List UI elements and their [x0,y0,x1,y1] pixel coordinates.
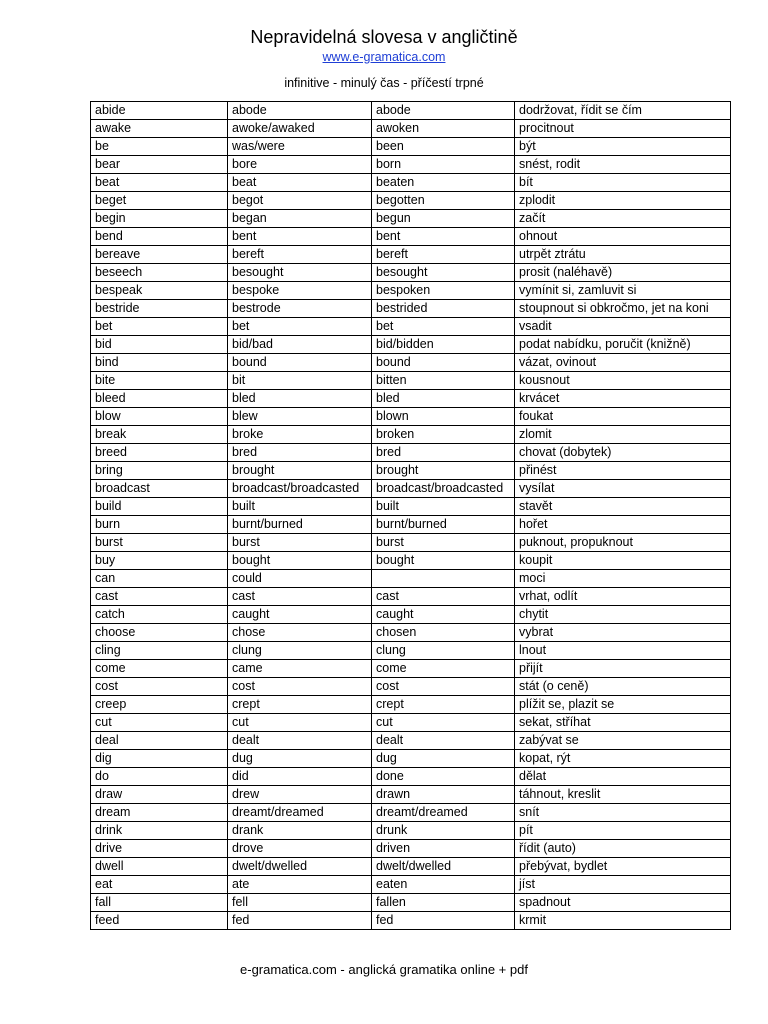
infinitive-cell: breed [91,444,228,462]
table-row [91,822,731,840]
translation-cell: vsadit [515,318,731,336]
past-tense-cell: ate [228,876,372,894]
past-tense-cell: dreamt/dreamed [228,804,372,822]
infinitive-cell: bind [91,354,228,372]
past-tense-cell: dwelt/dwelled [228,858,372,876]
past-tense-cell: burnt/burned [228,516,372,534]
translation-cell: stoupnout si obkročmo, jet na koni [515,300,731,318]
infinitive-cell: catch [91,606,228,624]
table-row [91,786,731,804]
past-tense-cell: bought [228,552,372,570]
infinitive-cell: buy [91,552,228,570]
infinitive-cell: creep [91,696,228,714]
translation-cell: stát (o ceně) [515,678,731,696]
table-row [91,390,731,408]
website-link[interactable]: www.e-gramatica.com [322,50,446,64]
page-title: Nepravidelná slovesa v angličtině [250,27,518,47]
past-tense-cell: bit [228,372,372,390]
past-participle-cell: begotten [372,192,515,210]
table-row [91,246,731,264]
translation-cell: začít [515,210,731,228]
infinitive-cell: beseech [91,264,228,282]
translation-cell: moci [515,570,731,588]
past-tense-cell: broadcast/broadcasted [228,480,372,498]
translation-cell: vysílat [515,480,731,498]
translation-cell: vázat, ovinout [515,354,731,372]
translation-cell: spadnout [515,894,731,912]
past-tense-cell: bred [228,444,372,462]
translation-cell: kopat, rýt [515,750,731,768]
infinitive-cell: beget [91,192,228,210]
past-participle-cell: awoken [372,120,515,138]
past-tense-cell: bespoke [228,282,372,300]
table-row [91,588,731,606]
past-participle-cell: come [372,660,515,678]
infinitive-cell: bring [91,462,228,480]
translation-cell: pít [515,822,731,840]
past-participle-cell: burnt/burned [372,516,515,534]
table-row [91,642,731,660]
table-row [91,840,731,858]
table-row [91,300,731,318]
past-tense-cell: begot [228,192,372,210]
past-participle-cell: broken [372,426,515,444]
past-tense-cell: could [228,570,372,588]
infinitive-cell: draw [91,786,228,804]
past-tense-cell: broke [228,426,372,444]
infinitive-cell: blow [91,408,228,426]
table-row [91,174,731,192]
translation-cell: přijít [515,660,731,678]
past-tense-cell: bore [228,156,372,174]
past-tense-cell: drove [228,840,372,858]
infinitive-cell: bend [91,228,228,246]
past-participle-cell: bought [372,552,515,570]
past-participle-cell: chosen [372,624,515,642]
past-participle-cell: crept [372,696,515,714]
table-row [91,372,731,390]
translation-cell: hořet [515,516,731,534]
past-participle-cell: bereft [372,246,515,264]
table-row [91,534,731,552]
translation-cell: procitnout [515,120,731,138]
past-tense-cell: cost [228,678,372,696]
infinitive-cell: cling [91,642,228,660]
infinitive-cell: bite [91,372,228,390]
infinitive-cell: cast [91,588,228,606]
table-row [91,858,731,876]
translation-cell: dělat [515,768,731,786]
infinitive-cell: burst [91,534,228,552]
infinitive-cell: deal [91,732,228,750]
past-tense-cell: caught [228,606,372,624]
translation-cell: kousnout [515,372,731,390]
past-tense-cell: chose [228,624,372,642]
past-tense-cell: began [228,210,372,228]
past-tense-cell: burst [228,534,372,552]
table-row [91,552,731,570]
table-row [91,498,731,516]
translation-cell: puknout, propuknout [515,534,731,552]
past-tense-cell: cast [228,588,372,606]
translation-cell: podat nabídku, poručit (knižně) [515,336,731,354]
past-participle-cell: bid/bidden [372,336,515,354]
table-row [91,264,731,282]
past-participle-cell: fed [372,912,515,930]
translation-cell: utrpět ztrátu [515,246,731,264]
table-row [91,570,731,588]
translation-cell: přinést [515,462,731,480]
table-row [91,768,731,786]
table-row [91,228,731,246]
infinitive-cell: cost [91,678,228,696]
past-participle-cell: drunk [372,822,515,840]
past-tense-cell: awoke/awaked [228,120,372,138]
infinitive-cell: build [91,498,228,516]
infinitive-cell: do [91,768,228,786]
translation-cell: zlomit [515,426,731,444]
infinitive-cell: dream [91,804,228,822]
table-row [91,156,731,174]
past-tense-cell: bet [228,318,372,336]
past-tense-cell: abode [228,102,372,120]
past-tense-cell: was/were [228,138,372,156]
past-participle-cell: dreamt/dreamed [372,804,515,822]
translation-cell: lnout [515,642,731,660]
past-participle-cell: besought [372,264,515,282]
past-tense-cell: did [228,768,372,786]
past-participle-cell: born [372,156,515,174]
table-row [91,894,731,912]
table-row [91,696,731,714]
infinitive-cell: feed [91,912,228,930]
infinitive-cell: drive [91,840,228,858]
table-row [91,282,731,300]
infinitive-cell: drink [91,822,228,840]
translation-cell: vybrat [515,624,731,642]
translation-cell: vrhat, odlít [515,588,731,606]
translation-cell: foukat [515,408,731,426]
past-tense-cell: besought [228,264,372,282]
table-row [91,192,731,210]
table-row [91,624,731,642]
table-row [91,678,731,696]
past-participle-cell: bespoken [372,282,515,300]
infinitive-cell: break [91,426,228,444]
table-row [91,318,731,336]
table-row [91,120,731,138]
translation-cell: vymínit si, zamluvit si [515,282,731,300]
past-participle-cell: been [372,138,515,156]
table-row [91,606,731,624]
past-participle-cell: cast [372,588,515,606]
past-participle-cell: clung [372,642,515,660]
infinitive-cell: beat [91,174,228,192]
past-participle-cell: blown [372,408,515,426]
past-tense-cell: bereft [228,246,372,264]
translation-cell: ohnout [515,228,731,246]
past-participle-cell: bestrided [372,300,515,318]
table-row [91,660,731,678]
infinitive-cell: bet [91,318,228,336]
infinitive-cell: broadcast [91,480,228,498]
past-participle-cell: burst [372,534,515,552]
infinitive-cell: be [91,138,228,156]
infinitive-cell: dwell [91,858,228,876]
table-row [91,480,731,498]
past-tense-cell: fed [228,912,372,930]
past-participle-cell: caught [372,606,515,624]
translation-cell: táhnout, kreslit [515,786,731,804]
infinitive-cell: begin [91,210,228,228]
table-row [91,102,731,120]
past-participle-cell: bled [372,390,515,408]
past-participle-cell: beaten [372,174,515,192]
past-tense-cell: dug [228,750,372,768]
infinitive-cell: abide [91,102,228,120]
past-participle-cell: driven [372,840,515,858]
table-row [91,876,731,894]
past-tense-cell: dealt [228,732,372,750]
past-participle-cell [372,570,515,588]
past-tense-cell: fell [228,894,372,912]
table-row [91,750,731,768]
infinitive-cell: dig [91,750,228,768]
past-participle-cell: bet [372,318,515,336]
past-tense-cell: bent [228,228,372,246]
table-row [91,516,731,534]
translation-cell: jíst [515,876,731,894]
translation-cell: zabývat se [515,732,731,750]
past-tense-cell: bound [228,354,372,372]
past-participle-cell: bent [372,228,515,246]
table-row [91,714,731,732]
past-tense-cell: beat [228,174,372,192]
table-row [91,912,731,930]
table-row [91,408,731,426]
past-participle-cell: cut [372,714,515,732]
past-tense-cell: crept [228,696,372,714]
past-participle-cell: bound [372,354,515,372]
past-tense-cell: bid/bad [228,336,372,354]
past-tense-cell: drank [228,822,372,840]
past-participle-cell: eaten [372,876,515,894]
table-row [91,444,731,462]
translation-cell: krmit [515,912,731,930]
past-tense-cell: cut [228,714,372,732]
infinitive-cell: bespeak [91,282,228,300]
past-participle-cell: built [372,498,515,516]
infinitive-cell: bestride [91,300,228,318]
infinitive-cell: eat [91,876,228,894]
past-participle-cell: fallen [372,894,515,912]
translation-cell: snít [515,804,731,822]
infinitive-cell: bleed [91,390,228,408]
past-tense-cell: brought [228,462,372,480]
table-row [91,804,731,822]
past-participle-cell: dug [372,750,515,768]
past-tense-cell: blew [228,408,372,426]
past-participle-cell: done [372,768,515,786]
past-participle-cell: cost [372,678,515,696]
infinitive-cell: bereave [91,246,228,264]
past-participle-cell: abode [372,102,515,120]
translation-cell: stavět [515,498,731,516]
infinitive-cell: cut [91,714,228,732]
translation-cell: řídit (auto) [515,840,731,858]
table-row [91,426,731,444]
past-participle-cell: dwelt/dwelled [372,858,515,876]
infinitive-cell: fall [91,894,228,912]
table-row [91,732,731,750]
translation-cell: chytit [515,606,731,624]
past-participle-cell: begun [372,210,515,228]
table-row [91,336,731,354]
past-tense-cell: bestrode [228,300,372,318]
translation-cell: chovat (dobytek) [515,444,731,462]
past-participle-cell: brought [372,462,515,480]
past-participle-cell: drawn [372,786,515,804]
page-subtitle: infinitive - minulý čas - příčestí trpné [284,76,484,90]
translation-cell: plížit se, plazit se [515,696,731,714]
translation-cell: být [515,138,731,156]
document-header [0,26,768,91]
past-participle-cell: bitten [372,372,515,390]
infinitive-cell: bid [91,336,228,354]
infinitive-cell: burn [91,516,228,534]
page-footer: e-gramatica.com - anglická gramatika online + pdf [240,962,528,977]
past-tense-cell: came [228,660,372,678]
table-body [91,102,731,930]
infinitive-cell: bear [91,156,228,174]
past-tense-cell: clung [228,642,372,660]
irregular-verbs-table [90,101,731,930]
translation-cell: přebývat, bydlet [515,858,731,876]
past-tense-cell: bled [228,390,372,408]
translation-cell: zplodit [515,192,731,210]
past-participle-cell: bred [372,444,515,462]
past-tense-cell: built [228,498,372,516]
translation-cell: koupit [515,552,731,570]
table-row [91,210,731,228]
translation-cell: snést, rodit [515,156,731,174]
infinitive-cell: awake [91,120,228,138]
past-tense-cell: drew [228,786,372,804]
infinitive-cell: choose [91,624,228,642]
past-participle-cell: broadcast/broadcasted [372,480,515,498]
infinitive-cell: come [91,660,228,678]
table-row [91,138,731,156]
translation-cell: prosit (naléhavě) [515,264,731,282]
table-row [91,354,731,372]
translation-cell: bít [515,174,731,192]
translation-cell: sekat, stříhat [515,714,731,732]
translation-cell: dodržovat, řídit se čím [515,102,731,120]
infinitive-cell: can [91,570,228,588]
table-row [91,462,731,480]
translation-cell: krvácet [515,390,731,408]
past-participle-cell: dealt [372,732,515,750]
